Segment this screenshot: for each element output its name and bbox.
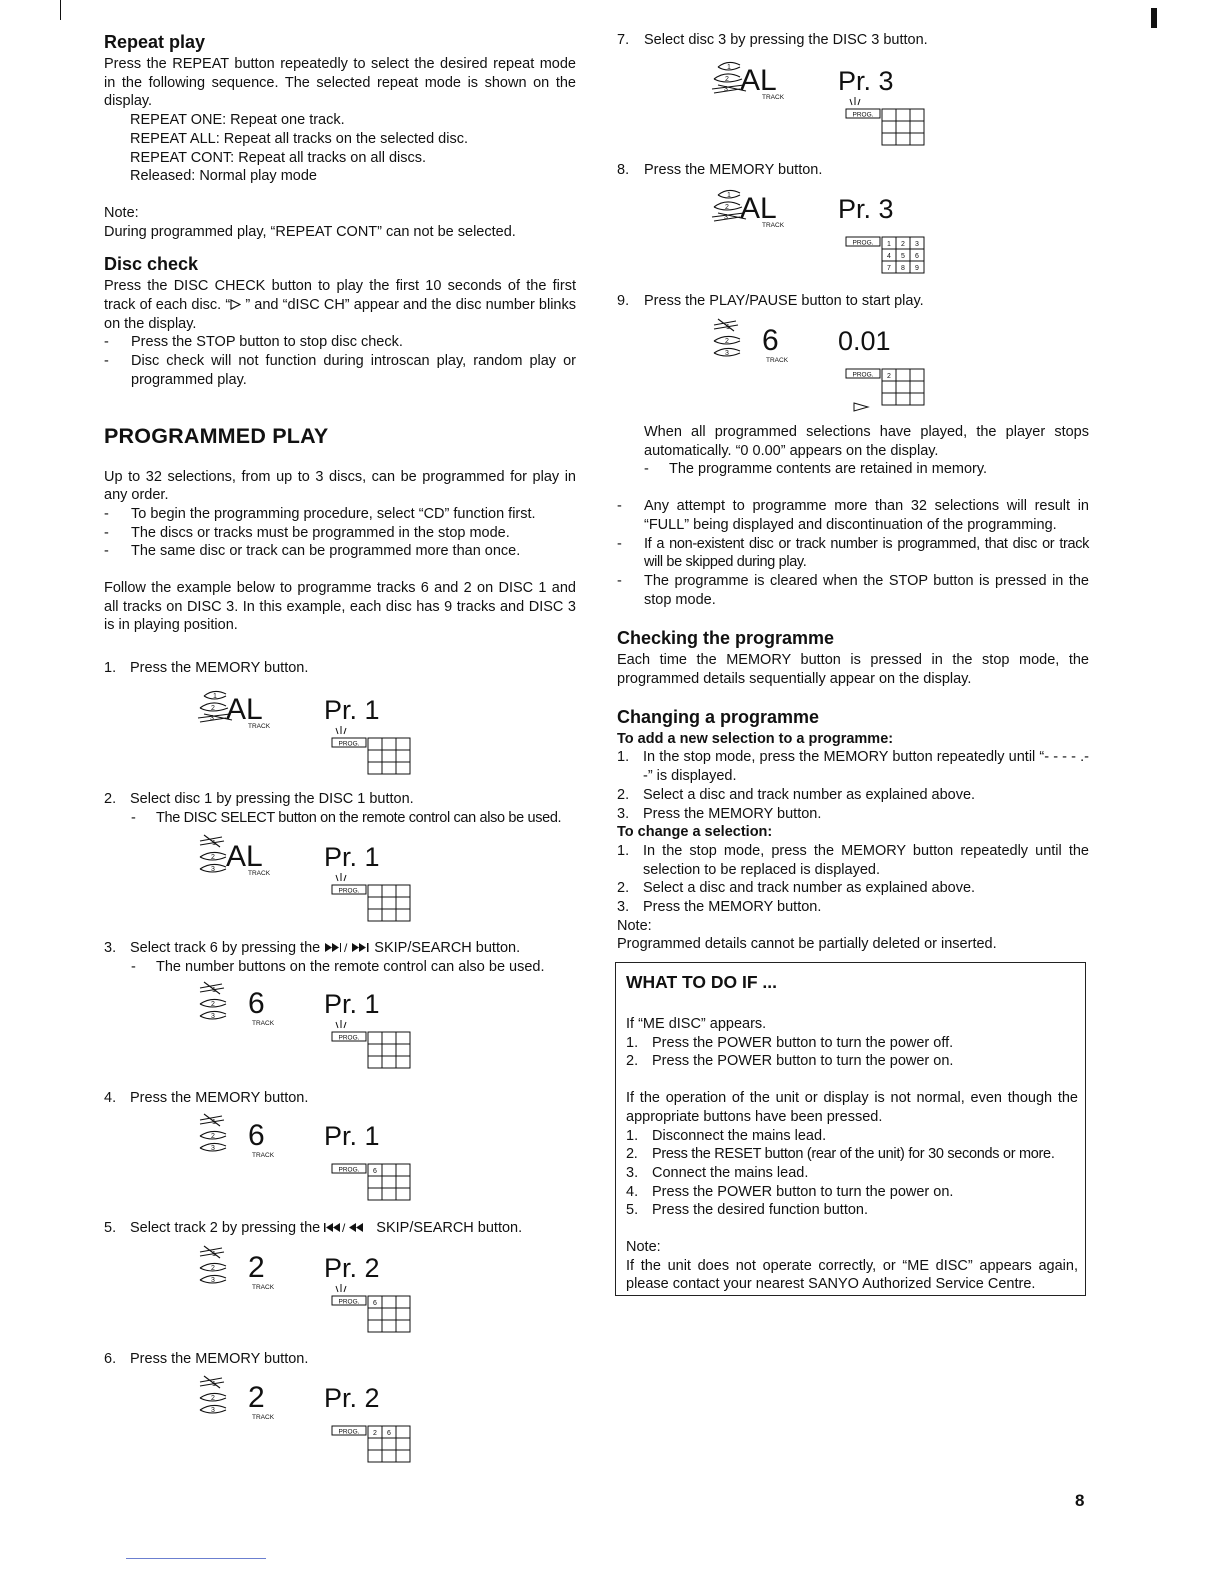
step-6: 6. Press the MEMORY button.: [104, 1351, 309, 1367]
checking-heading: Checking the programme: [617, 628, 835, 649]
program-grid: [368, 1032, 410, 1068]
changing-note-text: Programmed details cannot be partially deleted or inserted.: [617, 936, 997, 953]
step-3: 3. Select track 6 by pressing the / SKIP/SEARCH button.: [104, 940, 521, 956]
grid-cell-value: 6: [915, 253, 919, 260]
changing-heading: Changing a programme: [617, 706, 820, 727]
svg-text:PROG.: PROG.: [338, 1428, 360, 1436]
repeat-note-text: During programmed play, “REPEAT CONT” can not be selected.: [104, 223, 516, 240]
grid-cell-value: 7: [887, 265, 891, 272]
track-value: AL: [740, 64, 777, 97]
grid-cell-value: 9: [915, 265, 919, 272]
svg-text:3: 3: [211, 1145, 215, 1152]
add-step: 3. Press the MEMORY button.: [617, 805, 822, 822]
svg-text:1: 1: [212, 1251, 216, 1258]
grid-cell-value: 2: [373, 1430, 377, 1437]
program-grid: [368, 1164, 410, 1200]
disc-check-bullet: - Disc check will not function during introscan play, random play or programmed play.: [104, 352, 576, 389]
track-label: TRACK: [762, 222, 785, 229]
track-label: TRACK: [252, 1020, 275, 1027]
disc-check-intro: Press the DISC CHECK button to play the first 10 seconds of the first track of each disc. “ ” and “dISC CH” appear and the disc number blinks on the display.: [104, 278, 576, 332]
disc-stack-icon: [714, 319, 740, 357]
grid-cell-value: 2: [901, 241, 905, 248]
track-label: TRACK: [766, 357, 789, 364]
prog-indicator: [846, 369, 880, 378]
track-value: 6: [248, 987, 265, 1020]
step-7: 7. Select disc 3 by pressing the DISC 3 button.: [617, 32, 928, 48]
svg-text:1: 1: [727, 64, 731, 71]
prog-indicator: [846, 237, 880, 246]
svg-text:1: 1: [212, 840, 216, 847]
disc-stack-icon: [200, 1376, 226, 1414]
svg-text:PROG.: PROG.: [338, 1034, 360, 1042]
crop-mark-left: [60, 0, 61, 20]
blink-rays-icon: [336, 726, 346, 734]
play-indicator-icon: [854, 403, 868, 411]
programmed-play-intro: Up to 32 selections, from up to 3 discs, can be programmed for play in any order.: [104, 468, 576, 504]
svg-text:3: 3: [724, 86, 728, 93]
what-to-do-heading: WHAT TO DO IF ...: [626, 972, 778, 992]
svg-text:1: 1: [726, 324, 730, 331]
grid-cell-value: 1: [887, 241, 891, 248]
svg-text:PROG.: PROG.: [338, 1298, 360, 1306]
blink-rays-icon: [336, 873, 346, 881]
step-8: 8. Press the MEMORY button.: [617, 162, 823, 178]
disc-stack-icon: [200, 835, 226, 873]
abnormal-step: 2. Press the RESET button (rear of the unit) for 30 seconds or more.: [626, 1146, 1055, 1163]
program-value: Pr. 2: [324, 1253, 380, 1283]
after-play-text: When all programmed selections have played, the player stops automatically. “0 0.00” appears on the display.: [644, 424, 1089, 459]
svg-text:1: 1: [212, 1381, 216, 1388]
prog-indicator: [332, 885, 366, 894]
play-triangle-icon: [230, 299, 241, 310]
svg-text:2: 2: [211, 1395, 215, 1402]
disc-check-bullet: - Press the STOP button to stop disc check.: [104, 333, 576, 352]
disc-stack-icon: [200, 982, 226, 1020]
grid-cell-value: 6: [373, 1300, 377, 1307]
add-selection-heading: To add a new selection to a programme:: [617, 730, 894, 747]
programme-bullet: - If a non-existent disc or track number is programmed, that disc or track will be skipped during play.: [617, 535, 1089, 572]
programmed-play-bullet: - The discs or tracks must be programmed in the stop mode.: [104, 524, 576, 543]
svg-text:2: 2: [725, 76, 729, 83]
program-value: Pr. 1: [324, 695, 380, 725]
svg-text:2: 2: [725, 338, 729, 345]
svg-text:3: 3: [724, 214, 728, 221]
repeat-mode: REPEAT ALL: Repeat all tracks on the selected disc.: [130, 130, 468, 147]
svg-text:PROG.: PROG.: [852, 371, 874, 379]
program-value: 0.01: [838, 326, 891, 356]
add-step: 1. In the stop mode, press the MEMORY button repeatedly until “- - - - .- -” is displayed.: [617, 749, 1089, 785]
track-value: AL: [226, 693, 263, 726]
program-grid: [368, 885, 410, 921]
svg-text:3: 3: [210, 715, 214, 722]
step-2: 2. Select disc 1 by pressing the DISC 1 button.: [104, 791, 414, 807]
track-label: TRACK: [252, 1284, 275, 1291]
program-grid: [368, 738, 410, 774]
prog-indicator: [332, 738, 366, 747]
track-label: TRACK: [252, 1414, 275, 1421]
svg-text:/: /: [344, 942, 348, 953]
svg-text:2: 2: [211, 1133, 215, 1140]
crop-mark-right: [1151, 8, 1157, 28]
track-label: TRACK: [252, 1152, 275, 1159]
page-number: 8: [1075, 1491, 1085, 1510]
program-value: Pr. 3: [838, 194, 894, 224]
svg-text:1: 1: [213, 693, 217, 700]
track-value: 2: [248, 1251, 265, 1284]
programmed-play-example: Follow the example below to programme tracks 6 and 2 on DISC 1 and all tracks on DISC 3. In this example, each disc has 9 tracks and DISC 3 is in playing position.: [104, 580, 576, 634]
blink-rays-icon: [336, 1284, 346, 1292]
change-selection-heading: To change a selection:: [617, 824, 773, 841]
program-grid: [882, 237, 924, 273]
step-4: 4. Press the MEMORY button.: [104, 1090, 309, 1106]
repeat-mode: REPEAT ONE: Repeat one track.: [130, 112, 345, 129]
disc-stack-icon: [200, 1114, 226, 1152]
blink-rays-icon: [336, 1020, 346, 1028]
grid-cell-value: 5: [901, 253, 905, 260]
step-9: 9. Press the PLAY/PAUSE button to start play.: [617, 293, 924, 309]
prog-indicator: [332, 1426, 366, 1435]
skip-back-icon: [324, 1222, 372, 1233]
svg-text:3: 3: [211, 1277, 215, 1284]
abnormal-text: If the operation of the unit or display is not normal, even though the appropriate buttons have been pressed.: [626, 1090, 1078, 1125]
svg-text:2: 2: [211, 705, 215, 712]
change-step: 2. Select a disc and track number as explained above.: [617, 880, 976, 897]
disc-stack-icon: [200, 1246, 226, 1284]
lcd-display: [196, 686, 436, 791]
grid-cell-value: 8: [901, 265, 905, 272]
abnormal-step: 3. Connect the mains lead.: [626, 1164, 809, 1181]
what-note-label: Note:: [626, 1239, 661, 1256]
grid-cell-value: 6: [387, 1430, 391, 1437]
grid-cell-value: 2: [887, 373, 891, 380]
lcd-display: [196, 1112, 436, 1217]
change-step: 1. In the stop mode, press the MEMORY button repeatedly until the selection to be replaced is displayed.: [617, 842, 1089, 878]
step-1: 1. Press the MEMORY button.: [104, 660, 309, 676]
programme-bullet: - The programme is cleared when the STOP button is pressed in the stop mode.: [617, 572, 1089, 609]
what-note-text: If the unit does not operate correctly, or “ME dISC” appears again, please contact your nearest SANYO Authorized Service Centre.: [626, 1257, 1078, 1293]
repeat-note-label: Note:: [104, 204, 139, 221]
grid-cell-value: 3: [915, 241, 919, 248]
lcd-display: [710, 185, 950, 290]
svg-text:2: 2: [211, 1265, 215, 1272]
abnormal-step: 4. Press the POWER button to turn the power on.: [626, 1183, 954, 1200]
repeat-mode: Released: Normal play mode: [130, 168, 317, 185]
svg-text:1: 1: [212, 1119, 216, 1126]
left-column: [104, 28, 576, 635]
svg-text:/: /: [342, 1222, 346, 1233]
svg-text:2: 2: [211, 854, 215, 861]
me-disc-text: If “ME dISC” appears.: [626, 1016, 767, 1032]
programmed-play-bullet: - To begin the programming procedure, select “CD” function first.: [104, 505, 576, 524]
track-label: TRACK: [248, 723, 271, 730]
grid-cell-value: 6: [373, 1168, 377, 1175]
repeat-play-heading: Repeat play: [104, 32, 206, 52]
programme-bullet: - Any attempt to programme more than 32 selections will result in “FULL” being displayed and discontinuation of the programming.: [617, 497, 1089, 534]
prog-indicator: [846, 109, 880, 118]
step-2-sub: - The DISC SELECT button on the remote control can also be used.: [104, 809, 576, 828]
track-value: 6: [248, 1119, 265, 1152]
lcd-display: [196, 833, 436, 938]
lcd-display: [196, 980, 436, 1085]
svg-text:1: 1: [212, 987, 216, 994]
program-value: Pr. 1: [324, 1121, 380, 1151]
what-to-do-box: [615, 962, 1086, 1296]
abnormal-step: 1. Disconnect the mains lead.: [626, 1127, 827, 1144]
blink-rays-icon: [850, 97, 860, 105]
lcd-display: [710, 57, 950, 162]
program-value: Pr. 1: [324, 842, 380, 872]
program-grid: [368, 1426, 410, 1462]
after-play-sub: - The programme contents are retained in memory.: [617, 460, 1089, 479]
program-value: Pr. 3: [838, 66, 894, 96]
svg-text:2: 2: [211, 1001, 215, 1008]
svg-text:1: 1: [727, 192, 731, 199]
grid-cell-value: 4: [887, 253, 891, 260]
prog-indicator: [332, 1296, 366, 1305]
track-label: TRACK: [248, 870, 271, 877]
track-value: 2: [248, 1381, 265, 1414]
lcd-display: [710, 317, 950, 422]
svg-text:3: 3: [725, 350, 729, 357]
program-grid: [882, 369, 924, 405]
svg-text:PROG.: PROG.: [852, 111, 874, 119]
programmed-play-bullet: - The same disc or track can be programmed more than once.: [104, 542, 576, 561]
svg-text:PROG.: PROG.: [338, 887, 360, 895]
lcd-display: [196, 1244, 436, 1349]
abnormal-step: 5. Press the desired function button.: [626, 1202, 869, 1219]
lcd-display: [196, 1374, 436, 1479]
svg-text:PROG.: PROG.: [338, 740, 360, 748]
right-column-text: [617, 423, 1089, 954]
prog-indicator: [332, 1164, 366, 1173]
program-grid: [368, 1296, 410, 1332]
add-step: 2. Select a disc and track number as explained above.: [617, 786, 976, 803]
change-step: 3. Press the MEMORY button.: [617, 899, 822, 916]
track-value: 6: [762, 324, 779, 357]
svg-text:PROG.: PROG.: [852, 239, 874, 247]
prog-indicator: [332, 1032, 366, 1041]
link-underline: [126, 1558, 266, 1559]
checking-text: Each time the MEMORY button is pressed in the stop mode, the programmed details sequentially appear on the display.: [617, 652, 1089, 688]
svg-text:3: 3: [211, 1013, 215, 1020]
track-label: TRACK: [762, 94, 785, 101]
me-disc-step: 1. Press the POWER button to turn the power off.: [626, 1034, 954, 1051]
programmed-play-heading: PROGRAMMED PLAY: [104, 423, 329, 448]
disc-check-heading: Disc check: [104, 254, 199, 275]
program-value: Pr. 2: [324, 1383, 380, 1413]
repeat-play-intro: Press the REPEAT button repeatedly to select the desired repeat mode in the following sequence. The selected repeat mode is shown on the display.: [104, 56, 576, 110]
track-value: AL: [226, 840, 263, 873]
step-5: 5. Select track 2 by pressing the / SKIP/SEARCH button.: [104, 1220, 523, 1236]
svg-text:3: 3: [211, 866, 215, 873]
program-grid: [882, 109, 924, 145]
changing-note-label: Note:: [617, 917, 652, 934]
svg-text:PROG.: PROG.: [338, 1166, 360, 1174]
repeat-mode: REPEAT CONT: Repeat all tracks on all discs.: [130, 149, 427, 166]
svg-text:2: 2: [725, 204, 729, 211]
svg-text:3: 3: [211, 1407, 215, 1414]
track-value: AL: [740, 192, 777, 225]
me-disc-step: 2. Press the POWER button to turn the power on.: [626, 1053, 954, 1070]
step-3-sub: - The number buttons on the remote control can also be used.: [104, 958, 576, 977]
program-value: Pr. 1: [324, 989, 380, 1019]
